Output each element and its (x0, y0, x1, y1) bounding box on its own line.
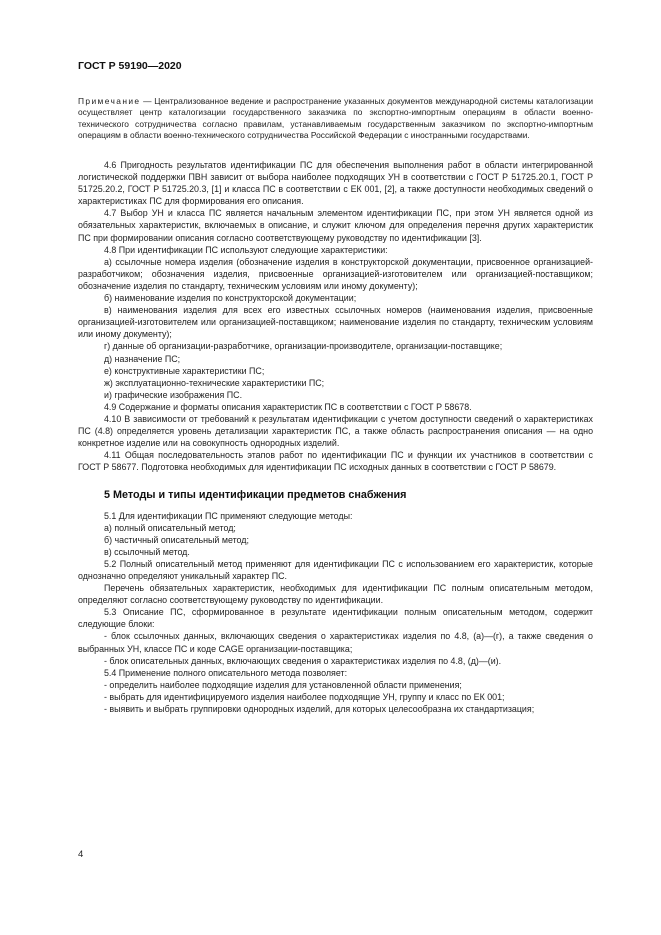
paragraph: 4.8 При идентификации ПС используют следующие характеристики: (104, 244, 388, 255)
paragraph: 4.10 В зависимости от требований к результатам идентификации с учетом доступности сведений о характеристиках ПС (4.8) определяется уровень детализации характеристик ПС, а также область распространения описания — на одно конкретное изделие или на совокупность однородных изделий. (78, 413, 593, 449)
paragraph: а) полный описательный метод; (104, 522, 236, 533)
section-heading: 5 Методы и типы идентификации предметов снабжения (104, 489, 407, 502)
note-text: — Централизованное ведение и распространение указанных документов международной системы каталогизации осуществляет центр каталогизации государственного заказчика по экспортно-импортным операциям в области военно-технического сотрудничества согласно правилам, устанавливаемым государственным заказчиком по экспортно-импортным операциям в области военно-технического сотрудничества Российской Федерации с иностранными государствами. (78, 96, 593, 140)
paragraph: - блок описательных данных, включающих сведения о характеристиках изделия по 4.8, (д)—(и). (104, 655, 502, 666)
paragraph: г) данные об организации-разработчике, организации-производителе, организации-поставщике; (104, 341, 503, 352)
document-header: ГОСТ Р 59190—2020 (78, 60, 182, 72)
paragraph: б) частичный описательный метод; (104, 534, 249, 545)
paragraph: 5.4 Применение полного описательного метода позволяет: (104, 667, 348, 678)
body-text (78, 159, 593, 715)
paragraph: - определить наиболее подходящие изделия для установленной области применения; (104, 679, 462, 690)
paragraph: - выявить и выбрать группировки однородных изделий, для которых целесообразна их стандартизация; (104, 704, 535, 715)
paragraph: 4.11 Общая последовательность этапов работ по идентификации ПС и функции их участников в соответствии с ГОСТ Р 58677. Подготовка необходимых для идентификации ПС исходных данных в соответствии с ГОСТ Р 58679. (78, 450, 593, 473)
paragraph: 4.7 Выбор УН и класса ПС является начальным элементом идентификации ПС, при этом УН является одной из обязательных характеристик, включаемых в описание, и служит ключом для определения перечня других характеристик ПС при формировании описания согласно соответствующему руководству по идентификации [3]. (78, 208, 593, 243)
paragraph: 5.3 Описание ПС, сформированное в результате идентификации полным описательным методом, содержит следующие блоки: (78, 607, 593, 630)
paragraph: а) ссылочные номера изделия (обозначение изделия в конструкторской документации, присвоенное организацией-разработчиком; обозначения изделия, присвоенные организацией-изготовителем или организацией-поставщиком; обозначение изделия по стандарту, техническим условиям или иному документу); (78, 256, 593, 291)
paragraph: б) наименование изделия по конструкторской документации; (104, 293, 357, 304)
note-label: Примечание (78, 96, 141, 106)
paragraph: в) ссылочный метод. (104, 546, 190, 557)
paragraph: 4.9 Содержание и форматы описания характеристик ПС в соответствии с ГОСТ Р 58678. (104, 401, 472, 412)
paragraph: 5.1 Для идентификации ПС применяют следующие методы: (104, 510, 353, 521)
paragraph: 4.6 Пригодность результатов идентификации ПС для обеспечения выполнения работ в области интегрированной логистической поддержки ПВН зависит от выбора наиболее подходящих УН в соответствии с ГОСТ Р 51725.20.1, ГОСТ Р 51725.20.2, ГОСТ Р 51725.20.3, [1] и класса ПС в соответствии с ЕК 001, [2], а также доступности необходимых сведений о характеристиках ПС для формирования его описания. (78, 160, 593, 207)
paragraph: ж) эксплуатационно-технические характеристики ПС; (104, 377, 325, 388)
paragraph: в) наименования изделия для всех его известных ссылочных номеров (наименования изделия, присвоенные организацией-изготовителем или организацией-поставщиком; наименование изделия по стандарту, техническим условиям или иному документу); (78, 305, 593, 340)
page-number: 4 (78, 849, 84, 860)
paragraph: - выбрать для идентифицируемого изделия наиболее подходящие УН, группу и класс по ЕК 001; (104, 691, 505, 702)
paragraph: д) назначение ПС; (104, 353, 181, 364)
note-block (78, 96, 593, 141)
paragraph: и) графические изображения ПС. (104, 389, 243, 400)
paragraph: е) конструктивные характеристики ПС; (104, 365, 265, 376)
paragraph: 5.2 Полный описательный метод применяют для идентификации ПС с использованием его характеристик, которые однозначно определяют уникальный характер ПС. (78, 558, 593, 581)
paragraph: Перечень обязательных характеристик, необходимых для идентификации ПС полным описательным методом, определяют согласно соответствующему руководству по идентификации. (78, 583, 593, 606)
paragraph: - блок ссылочных данных, включающих сведения о характеристиках изделия по 4.8, (а)—(г), а также сведения о выбранных УН, классе ПС и коде CAGE организации-поставщика; (78, 631, 593, 654)
